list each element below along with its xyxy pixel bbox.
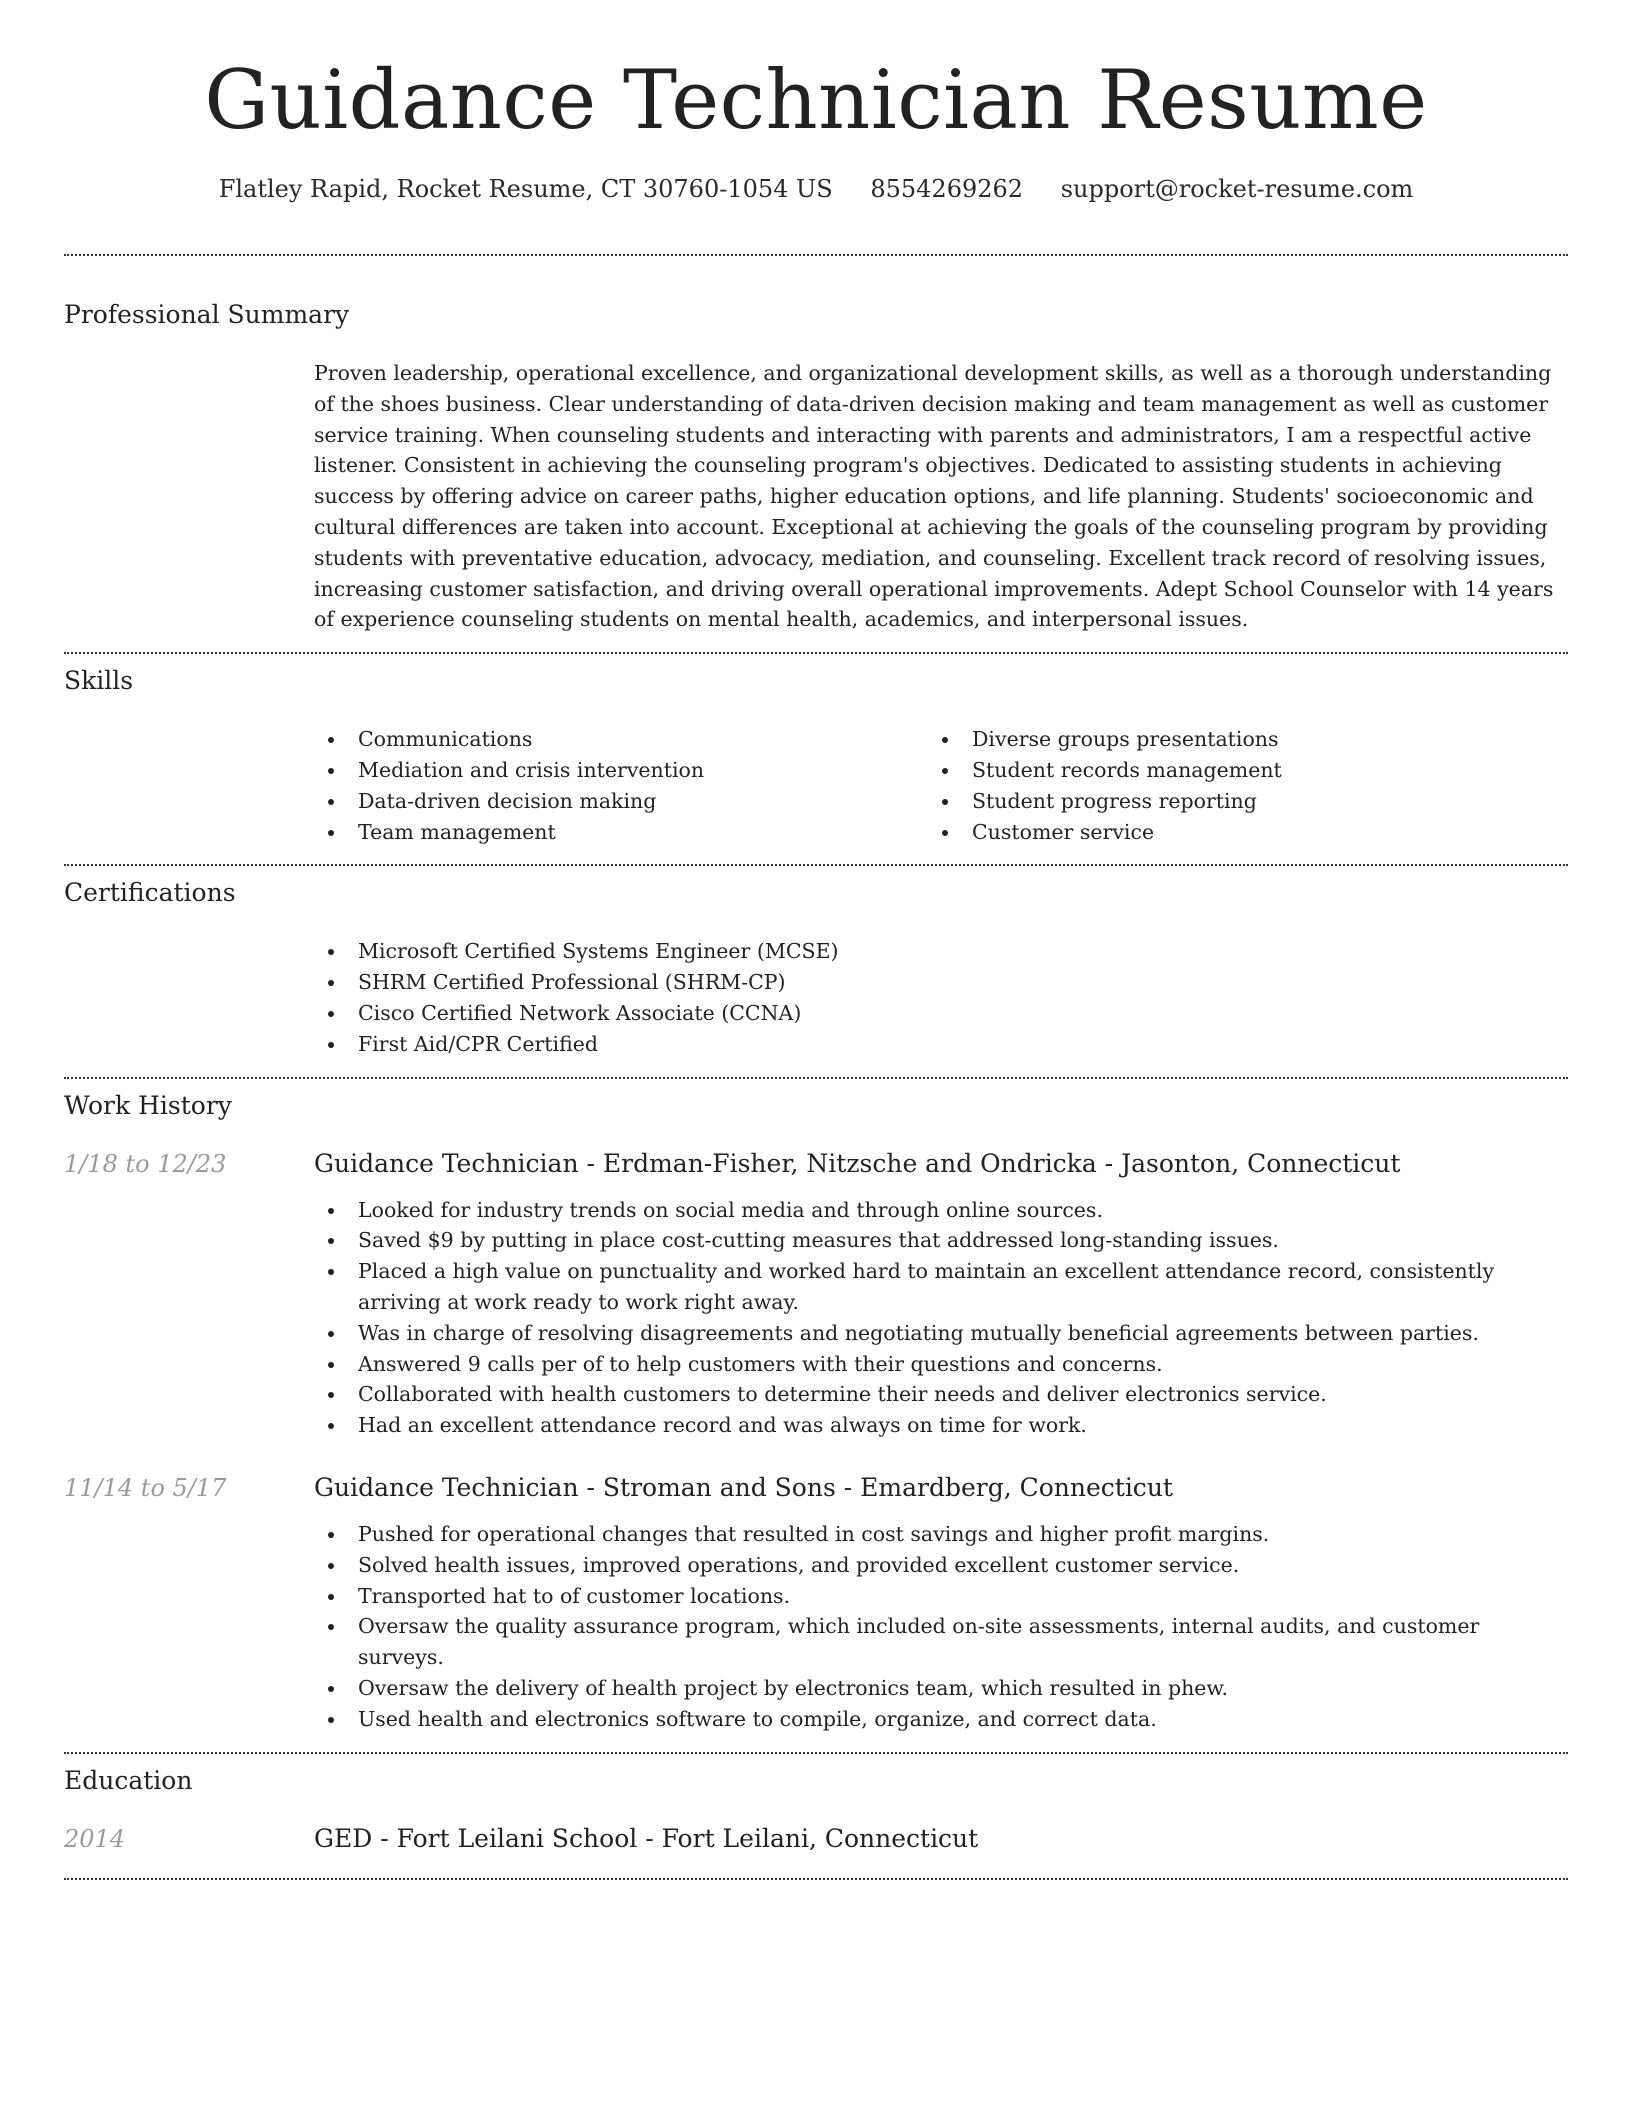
job-title: Guidance Technician - Stroman and Sons - Emardberg, Connecticut [314,1472,1173,1502]
section-title-certifications: Certifications [64,878,236,908]
job-header [64,1147,1568,1181]
summary-text: Proven leadership, operational excellence, and organizational development skills, as well as a thorough understanding of the shoes business. Clear understanding of data-driven decision making and team management as well as customer service training. When counseling students and interacting with parents and administrators, I am a respectful active listener. Consistent in achieving the counseling program's objectives. Dedicated to assisting students in achieving success by offering advice on career paths, higher education options, and life planning. Students' socioeconomic and cultural differences are taken into account. Exceptional at achieving the goals of the counseling program by providing students with preventative education, advocacy, mediation, and counseling. Excellent track record of resolving issues, increasing customer satisfaction, and driving overall operational improvements. Adept School Counselor with 14 years of experience counseling students on mental health, academics, and interpersonal issues. [314,361,1554,632]
job-bullet: Looked for industry trends on social media and through online sources. [314,1195,1568,1226]
education-section [64,1754,1568,1856]
skill-item: Communications [314,724,928,755]
job-bullet: Had an excellent attendance record and was always on time for work. [314,1410,1568,1441]
education-detail: GED - Fort Leilani School - Fort Leilani, Connecticut [314,1823,979,1853]
skill-item: Team management [314,817,928,848]
skill-item: Diverse groups presentations [928,724,1542,755]
section-title-skills: Skills [64,666,134,696]
job-bullet: Oversaw the quality assurance program, which included on-site assessments, internal audits, and customer surveys. [314,1611,1568,1673]
skill-item: Student progress reporting [928,786,1542,817]
job-bullet: Placed a high value on punctuality and worked hard to maintain an excellent attendance record, consistently arriving at work ready to work right away. [314,1256,1568,1318]
certification-item: Cisco Certified Network Associate (CCNA) [314,998,1568,1029]
education-entry [64,1822,1568,1856]
job-bullet: Answered 9 calls per of to help customers with their questions and concerns. [314,1349,1568,1380]
job-bullet: Oversaw the delivery of health project by electronics team, which resulted in phew. [314,1673,1568,1704]
contact-email: support@rocket-resume.com [1060,175,1414,203]
certifications-list [314,936,1568,1059]
section-title-summary: Professional Summary [64,300,350,329]
section-title-education: Education [64,1765,193,1795]
resume-title: Guidance Technician Resume [204,54,1428,148]
job-bullets [314,1519,1568,1735]
skills-list-left [314,724,928,847]
certification-item: First Aid/CPR Certified [314,1029,1568,1060]
divider [64,1878,1568,1880]
job-title: Guidance Technician - Erdman-Fisher, Nitzsche and Ondricka - Jasonton, Connecticut [314,1148,1401,1178]
section-title-work: Work History [64,1090,232,1120]
job-bullet: Used health and electronics software to compile, organize, and correct data. [314,1704,1568,1735]
job-dates: 11/14 to 5/17 [64,1473,227,1502]
job-bullet: Saved $9 by putting in place cost-cutting measures that addressed long-standing issues. [314,1225,1568,1256]
certifications-section [64,866,1568,1059]
job-entry [64,1147,1568,1441]
skills-section [64,654,1568,847]
skills-grid [314,724,1568,847]
work-history-section [64,1079,1568,1735]
certification-item: SHRM Certified Professional (SHRM-CP) [314,967,1568,998]
job-bullet: Solved health issues, improved operations, and provided excellent customer service. [314,1550,1568,1581]
job-entry [64,1471,1568,1735]
skills-list-right [928,724,1542,847]
skill-item: Data-driven decision making [314,786,928,817]
job-bullet: Pushed for operational changes that resulted in cost savings and higher profit margins. [314,1519,1568,1550]
skill-item: Student records management [928,755,1542,786]
contact-phone: 8554269262 [870,175,1024,203]
certification-item: Microsoft Certified Systems Engineer (MCSE) [314,936,1568,967]
job-dates: 1/18 to 12/23 [64,1149,227,1178]
education-year: 2014 [64,1824,126,1853]
contact-address: Flatley Rapid, Rocket Resume, CT 30760-1054 US [218,175,833,203]
summary-section [64,256,1568,635]
job-bullet: Was in charge of resolving disagreements and negotiating mutually beneficial agreements between parties. [314,1318,1568,1349]
contact-line [64,172,1568,206]
skill-item: Customer service [928,817,1542,848]
job-bullets [314,1195,1568,1441]
skill-item: Mediation and crisis intervention [314,755,928,786]
job-bullet: Transported hat to of customer locations. [314,1581,1568,1612]
resume-header [64,0,1568,206]
job-header [64,1471,1568,1505]
job-bullet: Collaborated with health customers to determine their needs and deliver electronics service. [314,1379,1568,1410]
